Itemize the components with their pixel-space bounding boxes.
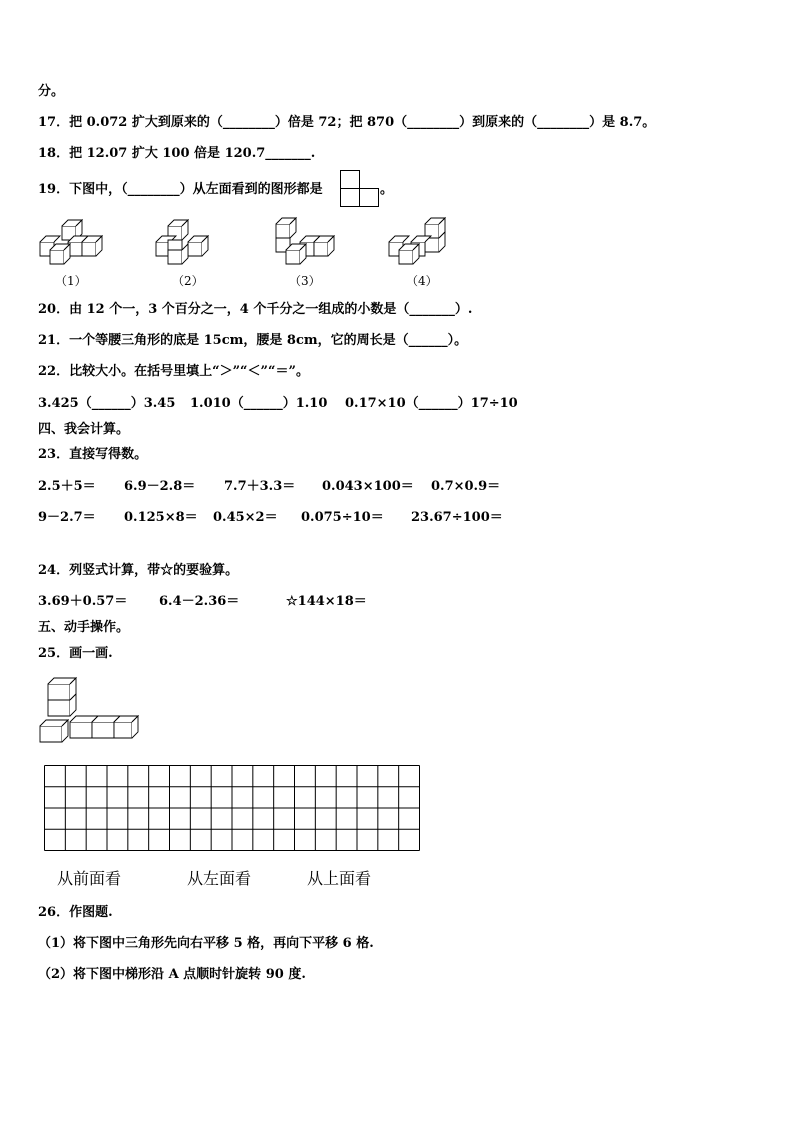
figure-caption-4: （4） (406, 274, 438, 288)
compare-c: 0.17×10（______）17÷10 (345, 396, 518, 411)
front-view-label: 从前面看 (57, 869, 122, 888)
compare-a: 3.425（______）3.45 (38, 396, 176, 411)
question-23: 23．直接写得数。 (38, 447, 148, 462)
cube-figure-4 (385, 212, 455, 268)
question-22: 22．比较大小。在括号里填上“＞”“＜”“＝”。 (38, 364, 309, 379)
cube-figure-2 (152, 212, 222, 268)
question-18: 18．把 12.07 扩大 100 倍是 120.7_______. (38, 146, 316, 161)
question-26-2: （2）将下图中梯形沿 A 点顺时针旋转 90 度. (38, 967, 306, 982)
calc-item: 23.67÷100＝ (411, 510, 503, 525)
question-20: 20．由 12 个一，3 个百分之一，4 个千分之一组成的小数是（_______）. (38, 302, 473, 317)
question-26: 26．作图题. (38, 905, 113, 920)
calc-item: 6.9－2.8＝ (124, 479, 196, 494)
calc-item: 0.043×100＝ (322, 479, 414, 494)
question-17: 17．把 0.072 扩大到原来的（________）倍是 72；把 870（________）到原来的（________）是 8.7。 (38, 115, 656, 130)
calc-item: 0.45×2＝ (213, 510, 278, 525)
calc-item: 2.5＋5＝ (38, 479, 96, 494)
question-24: 24．列竖式计算，带☆的要验算。 (38, 563, 239, 578)
cube-stack-figure (38, 676, 138, 748)
cube-figure-1 (36, 212, 106, 268)
calc-item: 7.7＋3.3＝ (224, 479, 296, 494)
section-4-heading: 四、我会计算。 (38, 422, 130, 437)
figure-caption-1: （1） (55, 274, 87, 288)
calc-item: ☆144×18＝ (286, 594, 367, 609)
cube-figure-3 (272, 212, 342, 268)
calc-item: 9－2.7＝ (38, 510, 96, 525)
calc-item: 3.69＋0.57＝ (38, 594, 128, 609)
section-5-heading: 五、动手操作。 (38, 620, 130, 635)
drawing-grid[interactable] (44, 765, 420, 851)
calc-item: 6.4－2.36＝ (159, 594, 240, 609)
figure-caption-3: （3） (289, 274, 321, 288)
top-view-label: 从上面看 (307, 869, 372, 888)
calc-item: 0.125×8＝ (124, 510, 198, 525)
continued-text: 分。 (38, 84, 65, 99)
left-view-label: 从左面看 (187, 869, 252, 888)
calc-item: 0.075÷10＝ (301, 510, 384, 525)
question-26-1: （1）将下图中三角形先向右平移 5 格，再向下平移 6 格. (38, 936, 374, 951)
compare-b: 1.010（______）1.10 (190, 396, 328, 411)
question-19-end: 。 (380, 182, 394, 197)
figure-caption-2: （2） (172, 274, 204, 288)
calc-item: 0.7×0.9＝ (431, 479, 501, 494)
side-view-shape-icon (340, 170, 380, 208)
question-19: 19．下图中，（________）从左面看到的图形都是 (38, 182, 323, 197)
question-25: 25．画一画. (38, 646, 113, 661)
question-21: 21．一个等腰三角形的底是 15cm，腰是 8cm，它的周长是（______）。 (38, 333, 468, 348)
